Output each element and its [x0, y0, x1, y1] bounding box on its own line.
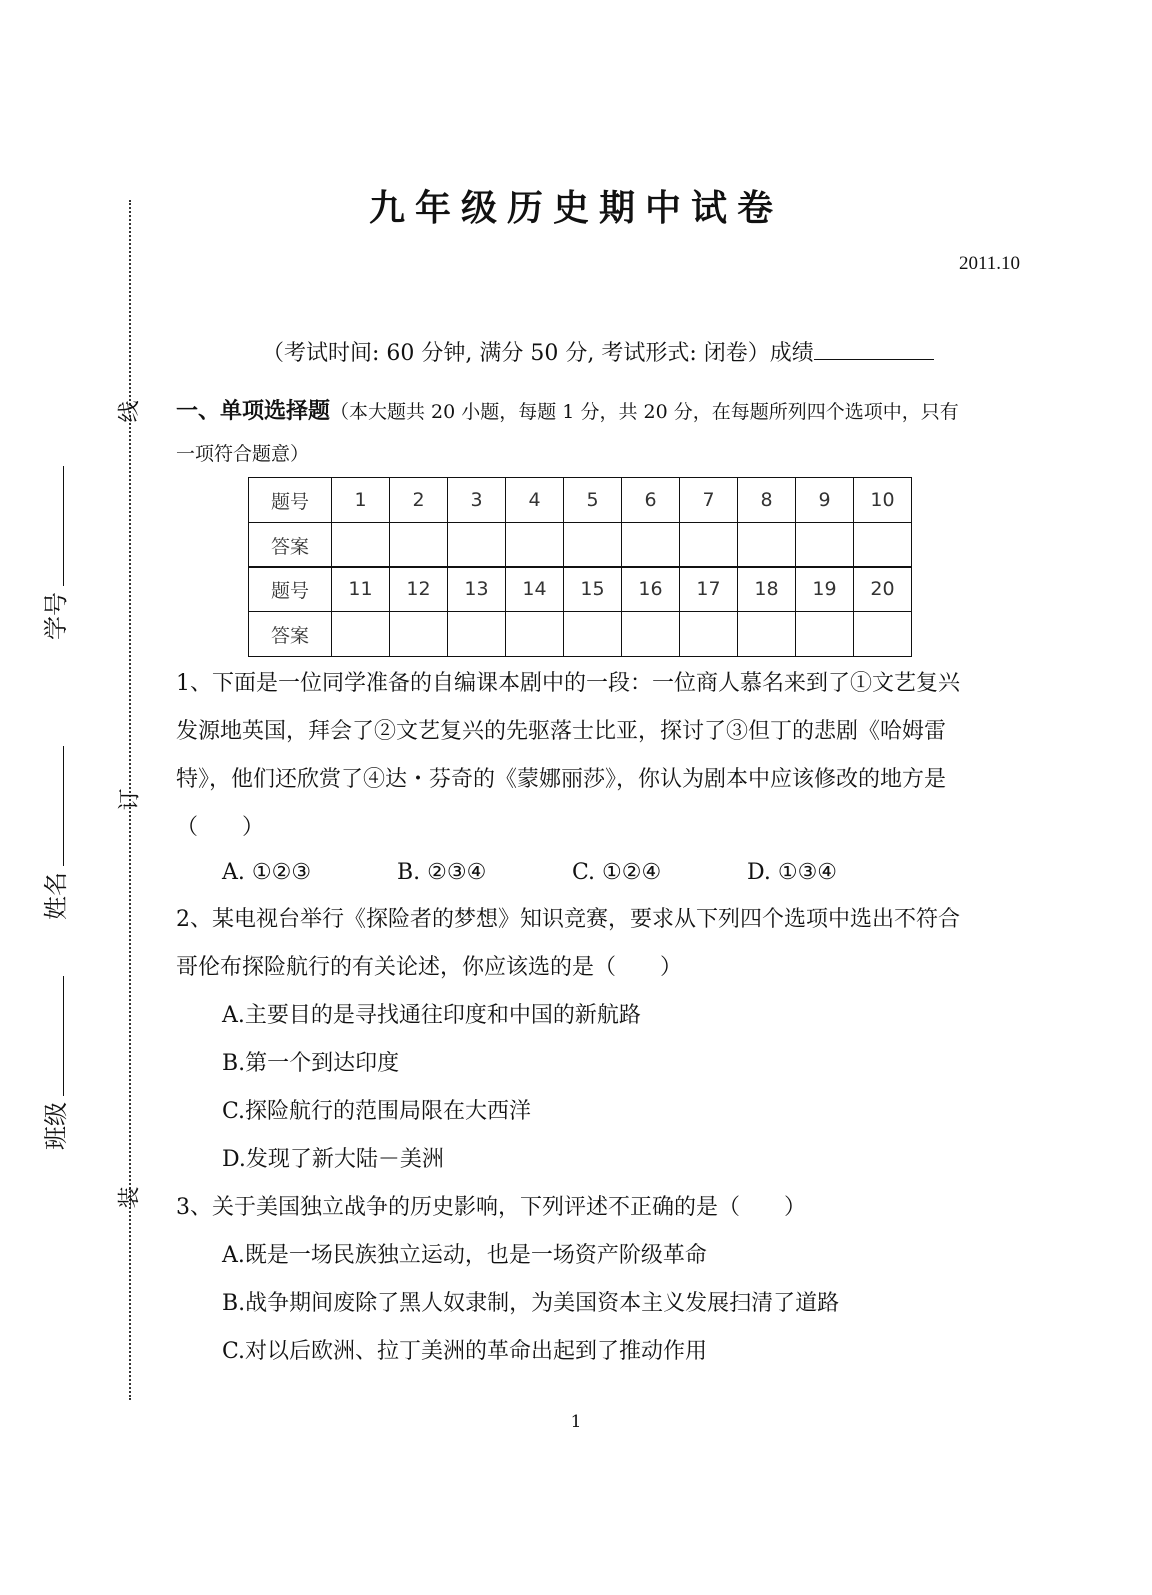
num-cell: 3 — [448, 478, 506, 523]
num-cell: 13 — [448, 567, 506, 612]
student-id-label: 学号 — [42, 592, 70, 640]
ans-label: 答案 — [249, 523, 332, 568]
answer-cell[interactable] — [390, 612, 448, 657]
student-id-blank[interactable] — [45, 466, 64, 586]
num-cell: 10 — [854, 478, 912, 523]
option-a[interactable]: A. ①②③ — [222, 860, 312, 885]
answer-table-2 — [248, 566, 912, 657]
answer-cell[interactable] — [738, 612, 796, 657]
class-label: 班级 — [42, 1102, 70, 1150]
student-name-blank[interactable] — [45, 746, 64, 866]
answer-cell[interactable] — [564, 612, 622, 657]
answer-cell[interactable] — [854, 523, 912, 568]
score-blank[interactable] — [814, 339, 934, 360]
answer-cell[interactable] — [622, 523, 680, 568]
exam-date: 2011.10 — [958, 253, 1020, 274]
binding-word-line: 线 — [117, 400, 143, 423]
answer-cell[interactable] — [506, 523, 564, 568]
answer-cell[interactable] — [506, 612, 564, 657]
num-label: 题号 — [249, 478, 332, 523]
answer-cell[interactable] — [796, 523, 854, 568]
num-cell: 12 — [390, 567, 448, 612]
section-one-header — [176, 390, 976, 475]
option-c[interactable]: C. ①②④ — [572, 860, 662, 885]
option-b[interactable]: B. ②③④ — [397, 860, 487, 885]
question-2-option-b[interactable]: B.第一个到达印度 — [222, 1051, 400, 1076]
num-cell: 19 — [796, 567, 854, 612]
question-3-option-c[interactable]: C.对以后欧洲、拉丁美洲的革命出起到了推动作用 — [222, 1339, 708, 1364]
answer-cell[interactable] — [680, 523, 738, 568]
question-1-stem: 1、下面是一位同学准备的自编课本剧中的一段：一位商人慕名来到了①文艺复兴发源地英国，拜会了②文艺复兴的先驱落士比亚，探讨了③但丁的悲剧《哈姆雷特》，他们还欣赏了④达・芬奇的《蒙娜丽莎》，你认为剧本中应该修改的地方是（ ） — [176, 671, 960, 840]
class-field[interactable] — [36, 976, 71, 1150]
exam-info-text: （考试时间: 60 分钟, 满分 50 分, 考试形式: 闭卷）成绩 — [262, 341, 814, 366]
num-cell: 11 — [332, 567, 390, 612]
num-cell: 18 — [738, 567, 796, 612]
answer-cell[interactable] — [564, 523, 622, 568]
question-2-option-a[interactable]: A.主要目的是寻找通往印度和中国的新航路 — [222, 1003, 641, 1028]
num-cell: 6 — [622, 478, 680, 523]
binding-word-zhuang: 装 — [117, 1186, 143, 1209]
question-2-option-c[interactable]: C.探险航行的范围局限在大西洋 — [222, 1099, 532, 1124]
question-3-option-b[interactable]: B.战争期间废除了黑人奴隶制，为美国资本主义发展扫清了道路 — [222, 1291, 840, 1316]
answer-cell[interactable] — [854, 612, 912, 657]
question-2-option-d[interactable]: D.发现了新大陆－美洲 — [222, 1147, 444, 1172]
section-one-note: （本大题共 20 小题，每题 1 分，共 20 分，在每题所列四个选项中，只有一项符合题意） — [176, 401, 959, 465]
num-cell: 15 — [564, 567, 622, 612]
num-cell: 4 — [506, 478, 564, 523]
answer-table-1 — [248, 477, 912, 568]
answer-cell[interactable] — [738, 523, 796, 568]
table-row — [249, 567, 912, 612]
class-blank[interactable] — [45, 976, 64, 1096]
num-cell: 5 — [564, 478, 622, 523]
question-2-stem: 2、某电视台举行《探险者的梦想》知识竞赛，要求从下列四个选项中选出不符合哥伦布探险航行的有关论述，你应该选的是（ ） — [176, 907, 960, 980]
option-d[interactable]: D. ①③④ — [747, 860, 838, 885]
num-cell: 1 — [332, 478, 390, 523]
answer-cell[interactable] — [680, 612, 738, 657]
exam-info — [262, 336, 934, 367]
student-id-field[interactable] — [36, 466, 71, 640]
num-label: 题号 — [249, 567, 332, 612]
page-number: 1 — [570, 1412, 582, 1432]
table-row — [249, 612, 912, 657]
table-row — [249, 478, 912, 523]
student-name-label: 姓名 — [42, 872, 70, 920]
student-name-field[interactable] — [36, 746, 71, 920]
answer-cell[interactable] — [332, 523, 390, 568]
section-one-title: 一、单项选择题 — [176, 398, 331, 424]
num-cell: 7 — [680, 478, 738, 523]
table-row — [249, 523, 912, 568]
answer-cell[interactable] — [796, 612, 854, 657]
answer-cell[interactable] — [622, 612, 680, 657]
answer-cell[interactable] — [332, 612, 390, 657]
answer-cell[interactable] — [448, 612, 506, 657]
num-cell: 2 — [390, 478, 448, 523]
num-cell: 8 — [738, 478, 796, 523]
ans-label: 答案 — [249, 612, 332, 657]
answer-cell[interactable] — [390, 523, 448, 568]
answer-cell[interactable] — [448, 523, 506, 568]
question-3-stem: 3、关于美国独立战争的历史影响，下列评述不正确的是（ ） — [176, 1195, 806, 1220]
num-cell: 16 — [622, 567, 680, 612]
num-cell: 9 — [796, 478, 854, 523]
question-1-options — [222, 860, 922, 885]
num-cell: 17 — [680, 567, 738, 612]
question-3-option-a[interactable]: A.既是一场民族独立运动，也是一场资产阶级革命 — [222, 1243, 707, 1268]
binding-word-ding: 订 — [117, 788, 143, 811]
num-cell: 20 — [854, 567, 912, 612]
exam-title: 九年级历史期中试卷 — [368, 187, 783, 229]
num-cell: 14 — [506, 567, 564, 612]
